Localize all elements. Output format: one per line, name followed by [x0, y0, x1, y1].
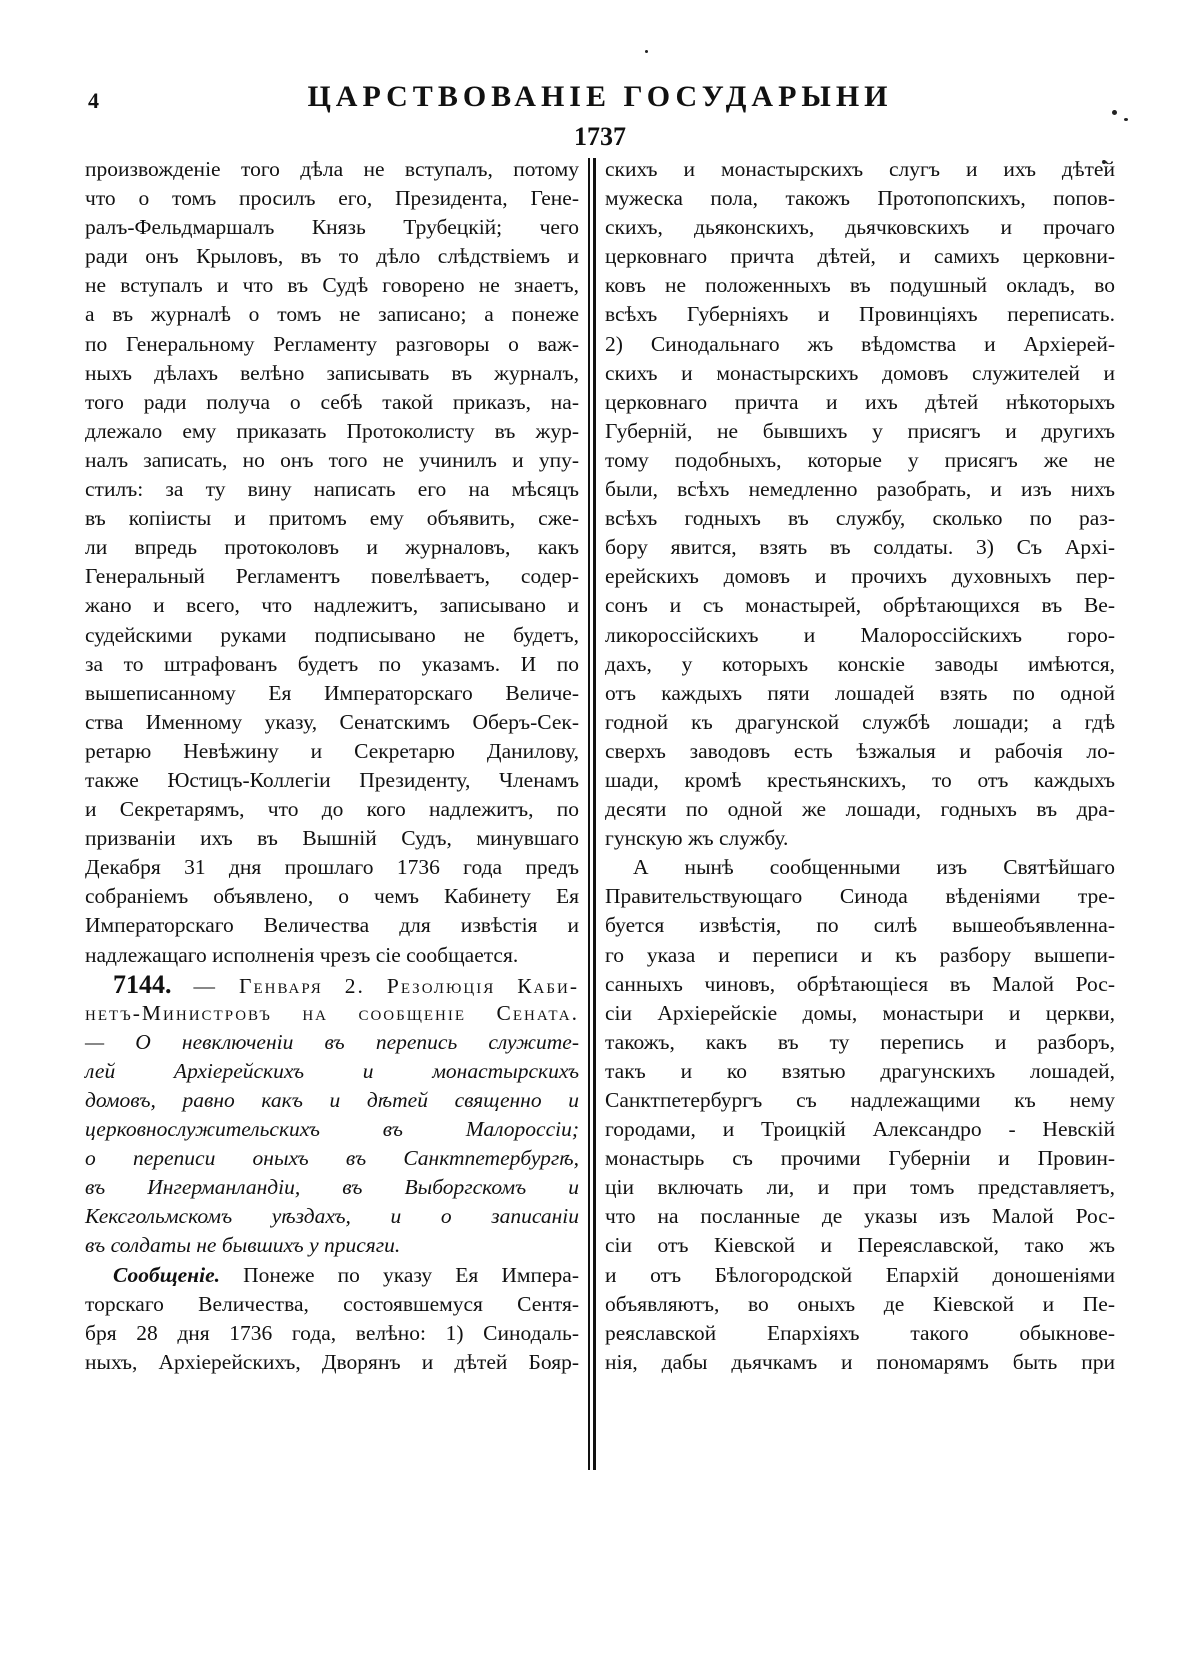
page-number: 4	[88, 88, 99, 113]
text-line: стилъ: за ту вину написать его на мѣсяцъ	[85, 477, 579, 502]
text-line: санныхъ чиновъ, обрѣтающіеся въ Малой Рос-	[605, 971, 1115, 996]
text-line: нія, дабы дьячкамъ и пономарямъ быть при	[605, 1349, 1115, 1374]
body-first-line	[85, 1261, 579, 1290]
text-line: годной къ драгунской службѣ лошади; а гдѣ	[605, 709, 1115, 734]
text-line: ликороссійскихъ и Малороссійскихъ горо-	[605, 622, 1115, 647]
text-line: за то штрафованъ будетъ по указамъ. И по	[85, 651, 579, 676]
entry-heading	[85, 970, 579, 999]
text-line: ерейскихъ домовъ и прочихъ духовныхъ пер-	[605, 564, 1115, 589]
text-line: церковнаго причта дѣтей, и самихъ церковни-	[605, 244, 1115, 269]
text-line: въ копіисты и притомъ ему объявить, сже-	[85, 506, 579, 531]
text-line: надлежащаго исполненія чрезъ сіе сообщается.	[85, 942, 519, 967]
entry-heading-text: — Генваря 2. Резолюція Каби-	[171, 973, 579, 998]
text-line: ныхъ, Архіерейскихъ, Дворянъ и дѣтей Бояр-	[85, 1349, 579, 1374]
column-divider-inner	[593, 158, 596, 1470]
right-column	[605, 155, 1115, 1377]
text-line: гунскую жъ службу.	[605, 826, 789, 851]
text-line: отъ каждыхъ пяти лошадей взять по одной	[605, 680, 1115, 705]
body-text: Понеже по указу Ея Импера-	[220, 1262, 579, 1287]
entry-summary-line: въ Ингерманландіи, въ Выборгскомъ и	[85, 1175, 579, 1200]
text-line: такъ и ко взятью драгунскихъ лошадей,	[605, 1058, 1115, 1083]
text-line: вышеписанному Ея Императорскаго Величе-	[85, 680, 579, 705]
text-line: бря 28 дня 1736 года, велѣно: 1) Синодаль-	[85, 1320, 579, 1345]
column-divider	[588, 158, 590, 1470]
text-line: Санктпетербургъ съ надлежащими къ нему	[605, 1088, 1115, 1112]
entry-summary-line: — О невключеніи въ перепись служите-	[85, 1029, 579, 1054]
body-label: Сообщеніе.	[113, 1262, 220, 1287]
text-line: сіи отъ Кіевской и Переяславской, тако жъ	[605, 1233, 1115, 1258]
text-line: что на посланные де указы изъ Малой Рос-	[605, 1204, 1115, 1229]
entry-heading-line: нетъ-Министровъ на сообщеніе Сената.	[85, 1000, 579, 1025]
entry-number: 7144.	[113, 969, 172, 999]
text-line: дахъ, у которыхъ конскіе заводы имѣются,	[605, 651, 1115, 676]
text-line: а въ журналѣ о томъ не записано; а понеже	[85, 302, 579, 327]
text-line: того ради получа о себѣ такой приказъ, на-	[85, 389, 579, 414]
text-line: десяти по одной же лошади, годныхъ въ дра-	[605, 797, 1115, 822]
text-line: произвожденіе того дѣла не вступалъ, потому	[85, 157, 579, 181]
text-line: мужеска пола, такожъ Протопопскихъ, попов-	[605, 186, 1115, 211]
text-line: были, всѣхъ немедленно разобрать, и изъ нихъ	[605, 477, 1115, 502]
print-speck	[1124, 118, 1128, 121]
text-line: Губерній, не бывшихъ у присягъ и другихъ	[605, 418, 1115, 443]
entry-summary-line: о переписи оныхъ въ Санктпетербургѣ,	[85, 1146, 579, 1171]
text-line: бору явится, взять въ солдаты. 3) Съ Архі-	[605, 535, 1115, 560]
text-line: реяславской Епархіяхъ такого обыкнове-	[605, 1320, 1115, 1345]
print-speck	[1112, 110, 1117, 115]
entry-summary-line: домовъ, равно какъ и дѣтей священно и	[85, 1088, 579, 1112]
text-line: церковнаго причта и ихъ дѣтей нѣкоторыхъ	[605, 389, 1115, 414]
text-line: монастырь съ прочими Губерніи и Провин-	[605, 1146, 1115, 1171]
text-line: такожъ, какъ въ ту перепись и разборъ,	[605, 1029, 1115, 1054]
text-line: собраніемъ объявлено, о чемъ Кабинету Ея	[85, 884, 579, 909]
text-line: скихъ и монастырскихъ домовъ служителей и	[605, 360, 1115, 385]
text-line: шади, кромѣ крестьянскихъ, то отъ каждыхъ	[605, 767, 1115, 792]
text-line: ства Именному указу, Сенатскимъ Оберъ-Сек-	[85, 709, 579, 734]
text-line: и отъ Бѣлогородской Епархій доношеніями	[605, 1262, 1115, 1287]
text-line: ковъ не положенныхъ въ подушный окладъ, во	[605, 273, 1115, 298]
entry-summary-line: лей Архіерейскихъ и монастырскихъ	[85, 1058, 579, 1083]
text-line: сонъ и съ монастырей, обрѣтающихся въ Ве-	[605, 593, 1115, 618]
text-line: сверхъ заводовъ есть ѣзжалыя и рабочія ло-	[605, 738, 1115, 763]
entry-summary-line: церковнослужительскихъ въ Малороссіи;	[85, 1117, 579, 1142]
text-line: буется извѣстія, по силѣ вышеобъявленна-	[605, 913, 1115, 938]
text-line: всѣхъ годныхъ въ службу, сколько по раз-	[605, 506, 1115, 531]
text-line: налъ записать, но онъ того не учинилъ и упу-	[85, 447, 579, 472]
text-line: скихъ, дьяконскихъ, дьячковскихъ и прочаго	[605, 215, 1115, 240]
text-line: по Генеральному Регламенту разговоры о важ-	[85, 331, 579, 356]
text-line: и Секретарямъ, что до кого надлежитъ, по	[85, 797, 579, 822]
text-line: Императорскаго Величества для извѣстія и	[85, 913, 579, 938]
text-line: что о томъ просилъ его, Президента, Гене-	[85, 186, 579, 211]
text-line: Декабря 31 дня прошлаго 1736 года предъ	[85, 855, 579, 880]
text-line: длежало ему приказать Протоколисту въ жур-	[85, 418, 579, 443]
text-line: Генеральный Регламентъ повелѣваетъ, содер-	[85, 564, 579, 589]
text-line: ціи включать ли, и при томъ представляетъ,	[605, 1175, 1115, 1200]
text-line: ли впредь протоколовъ и журналовъ, какъ	[85, 535, 579, 560]
text-line: скихъ и монастырскихъ слугъ и ихъ дѣтей	[605, 157, 1115, 181]
left-column	[85, 155, 579, 1377]
text-line: ныхъ дѣлахъ велѣно записывать въ журналъ,	[85, 360, 579, 385]
text-line: Правительствующаго Синода вѣденіями тре-	[605, 884, 1115, 909]
text-line: также Юстицъ-Коллегіи Президенту, Членамъ	[85, 767, 579, 792]
text-line: ретарю Невѣжину и Секретарю Данилову,	[85, 738, 579, 763]
text-line: 2) Синодальнаго жъ вѣдомства и Архіерей-	[605, 331, 1115, 356]
text-line: ради онъ Крыловъ, въ то дѣло слѣдствіемъ и	[85, 244, 579, 269]
text-line: городами, и Троицкій Александро - Невскій	[605, 1117, 1115, 1142]
text-line: го указа и переписи и къ разбору вышепи-	[605, 942, 1115, 967]
text-line: А нынѣ сообщенными изъ Святѣйшаго	[633, 855, 1115, 880]
print-speck	[645, 50, 648, 53]
running-head: ЦАРСТВОВАНІЕ ГОСУДАРЫНИ	[307, 80, 893, 113]
text-line: жано и всего, что надлежитъ, записывано и	[85, 593, 579, 618]
text-line: ралъ-Фельдмаршалъ Князь Трубецкій; чего	[85, 215, 579, 240]
year-heading: 1737	[574, 122, 626, 151]
text-line: сіи Архіерейскіе домы, монастыри и церкви,	[605, 1000, 1115, 1025]
text-line: всѣхъ Губерніяхъ и Провинціяхъ переписать.	[605, 302, 1115, 327]
text-line: судейскими руками подписывано не будетъ,	[85, 622, 579, 647]
text-line: объявляютъ, во оныхъ де Кіевской и Пе-	[605, 1291, 1115, 1316]
text-line: не вступалъ и что въ Судѣ говорено не знаетъ,	[85, 273, 579, 298]
entry-summary-line: въ солдаты не бывшихъ у присяги.	[85, 1233, 401, 1258]
text-line: призваніи ихъ въ Вышній Судъ, минувшаго	[85, 826, 579, 851]
text-line: торскаго Величества, состоявшемуся Сентя-	[85, 1291, 579, 1316]
text-line: тому подобныхъ, которые у присягъ же не	[605, 447, 1115, 472]
entry-summary-line: Кексгольмскомъ уѣздахъ, и о записаніи	[85, 1204, 579, 1229]
